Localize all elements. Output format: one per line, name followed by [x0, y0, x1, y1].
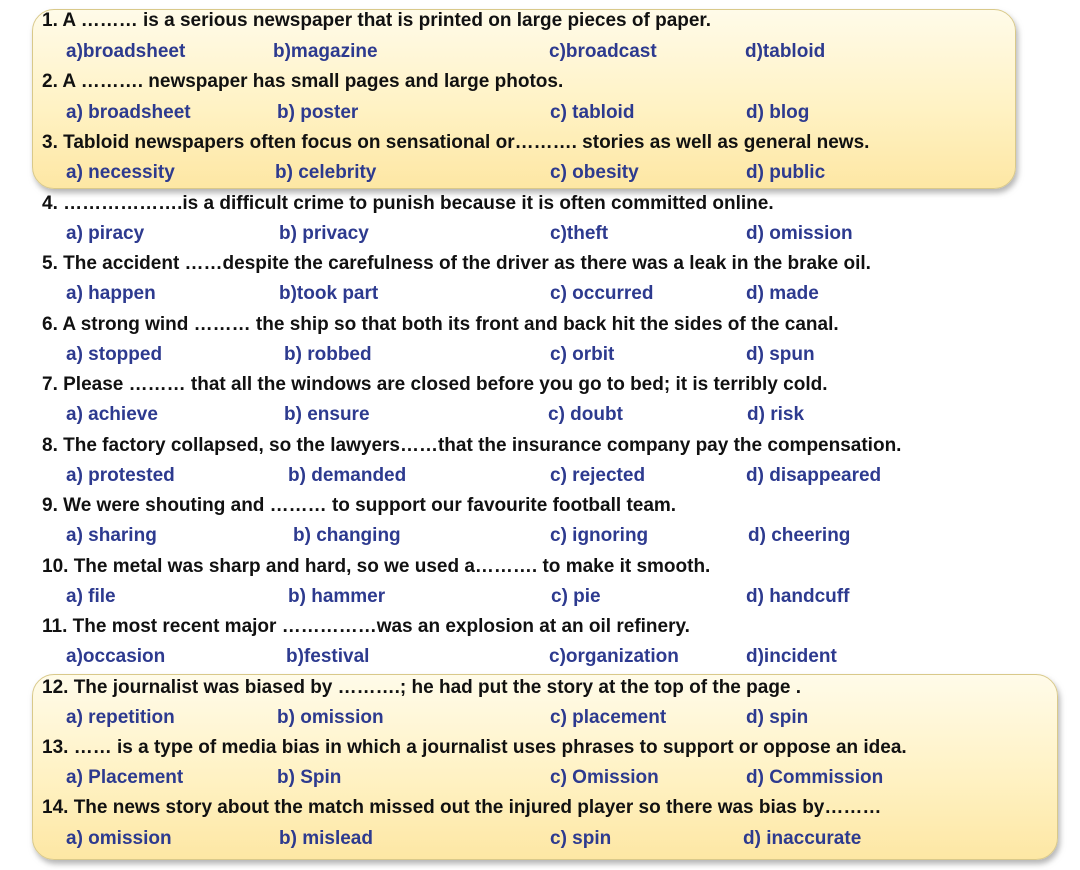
- option-d[interactable]: d) risk: [747, 404, 805, 425]
- option-c[interactable]: c)broadcast: [549, 41, 657, 62]
- option-d[interactable]: d) Commission: [746, 767, 884, 788]
- option-b[interactable]: b) omission: [277, 707, 384, 728]
- option-c[interactable]: c)theft: [550, 223, 609, 244]
- option-d[interactable]: d) handcuff: [746, 586, 850, 607]
- options-row: [0, 158, 1080, 188]
- question-row: [0, 67, 1080, 97]
- option-c[interactable]: c) ignoring: [550, 525, 649, 546]
- question-text: 5. The accident ……despite the carefulness of the driver as there was a leak in the brake oil.: [42, 253, 871, 274]
- option-d[interactable]: d)incident: [746, 646, 837, 667]
- option-d[interactable]: d) made: [746, 283, 819, 304]
- question-row: [0, 249, 1080, 279]
- option-b[interactable]: b)magazine: [273, 41, 378, 62]
- option-b[interactable]: b) demanded: [288, 465, 407, 486]
- option-b[interactable]: b)took part: [279, 283, 379, 304]
- option-b[interactable]: b) poster: [277, 102, 359, 123]
- option-d[interactable]: d) disappeared: [746, 465, 882, 486]
- options-row: [0, 98, 1080, 128]
- question-row: [0, 491, 1080, 521]
- options-row: [0, 279, 1080, 309]
- question-row: [0, 310, 1080, 340]
- question-text: 12. The journalist was biased by ……….; he had put the story at the top of the page .: [42, 677, 802, 698]
- option-a[interactable]: a) stopped: [66, 344, 163, 365]
- options-row: [0, 219, 1080, 249]
- option-d[interactable]: d) inaccurate: [743, 828, 862, 849]
- option-c[interactable]: c) obesity: [550, 162, 639, 183]
- options-row: [0, 340, 1080, 370]
- option-b[interactable]: b) celebrity: [275, 162, 377, 183]
- option-d[interactable]: d) cheering: [748, 525, 851, 546]
- question-row: [0, 128, 1080, 158]
- option-c[interactable]: c) tabloid: [550, 102, 635, 123]
- option-b[interactable]: b) changing: [293, 525, 401, 546]
- option-d[interactable]: d) blog: [746, 102, 810, 123]
- option-d[interactable]: d)tabloid: [745, 41, 826, 62]
- options-row: [0, 642, 1080, 672]
- option-a[interactable]: a)broadsheet: [66, 41, 186, 62]
- question-row: [0, 733, 1080, 763]
- options-row: [0, 37, 1080, 67]
- option-b[interactable]: b) privacy: [279, 223, 369, 244]
- option-c[interactable]: c) Omission: [550, 767, 659, 788]
- option-c[interactable]: c) orbit: [550, 344, 615, 365]
- question-row: [0, 673, 1080, 703]
- question-text: 8. The factory collapsed, so the lawyers……that the insurance company pay the compensation.: [42, 435, 902, 456]
- options-row: [0, 763, 1080, 793]
- question-text: 3. Tabloid newspapers often focus on sensational or………. stories as well as general news.: [42, 132, 870, 153]
- option-d[interactable]: d) public: [746, 162, 826, 183]
- option-c[interactable]: c) rejected: [550, 465, 646, 486]
- option-b[interactable]: b) mislead: [279, 828, 373, 849]
- question-text: 14. The news story about the match missed out the injured player so there was bias by………: [42, 797, 882, 818]
- options-row: [0, 824, 1080, 854]
- option-c[interactable]: c) placement: [550, 707, 667, 728]
- option-a[interactable]: a) repetition: [66, 707, 175, 728]
- question-text: 1. A ……… is a serious newspaper that is printed on large pieces of paper.: [42, 10, 712, 31]
- question-text: 6. A strong wind ……… the ship so that both its front and back hit the sides of the canal.: [42, 314, 839, 335]
- option-a[interactable]: a) achieve: [66, 404, 158, 425]
- question-row: [0, 793, 1080, 823]
- option-b[interactable]: b) ensure: [284, 404, 370, 425]
- question-text: 13. …… is a type of media bias in which a journalist uses phrases to support or oppose an idea.: [42, 737, 907, 758]
- question-row: [0, 6, 1080, 36]
- option-b[interactable]: b) Spin: [277, 767, 342, 788]
- question-text: 11. The most recent major ……………was an explosion at an oil refinery.: [42, 616, 690, 637]
- option-a[interactable]: a) piracy: [66, 223, 145, 244]
- option-c[interactable]: c) occurred: [550, 283, 654, 304]
- option-c[interactable]: c) doubt: [548, 404, 623, 425]
- options-row: [0, 461, 1080, 491]
- options-row: [0, 703, 1080, 733]
- option-a[interactable]: a) file: [66, 586, 116, 607]
- option-a[interactable]: a) omission: [66, 828, 172, 849]
- question-text: 7. Please ……… that all the windows are closed before you go to bed; it is terribly cold.: [42, 374, 828, 395]
- question-text: 9. We were shouting and ……… to support our favourite football team.: [42, 495, 677, 516]
- question-row: [0, 370, 1080, 400]
- option-a[interactable]: a) necessity: [66, 162, 175, 183]
- option-a[interactable]: a) happen: [66, 283, 156, 304]
- question-row: [0, 612, 1080, 642]
- option-a[interactable]: a) broadsheet: [66, 102, 191, 123]
- option-a[interactable]: a) Placement: [66, 767, 184, 788]
- question-text: 4. ……………….is a difficult crime to punish because it is often committed online.: [42, 193, 774, 214]
- option-d[interactable]: d) spun: [746, 344, 815, 365]
- option-c[interactable]: c) spin: [550, 828, 612, 849]
- option-d[interactable]: d) omission: [746, 223, 853, 244]
- question-row: [0, 189, 1080, 219]
- option-d[interactable]: d) spin: [746, 707, 809, 728]
- options-row: [0, 521, 1080, 551]
- options-row: [0, 400, 1080, 430]
- option-c[interactable]: c) pie: [551, 586, 601, 607]
- question-text: 2. A ………. newspaper has small pages and large photos.: [42, 71, 564, 92]
- option-c[interactable]: c)organization: [549, 646, 679, 667]
- question-text: 10. The metal was sharp and hard, so we used a………. to make it smooth.: [42, 556, 711, 577]
- question-row: [0, 431, 1080, 461]
- option-b[interactable]: b) robbed: [284, 344, 372, 365]
- option-a[interactable]: a) sharing: [66, 525, 157, 546]
- option-a[interactable]: a) protested: [66, 465, 175, 486]
- option-b[interactable]: b) hammer: [288, 586, 386, 607]
- question-row: [0, 552, 1080, 582]
- option-b[interactable]: b)festival: [286, 646, 370, 667]
- options-row: [0, 582, 1080, 612]
- option-a[interactable]: a)occasion: [66, 646, 166, 667]
